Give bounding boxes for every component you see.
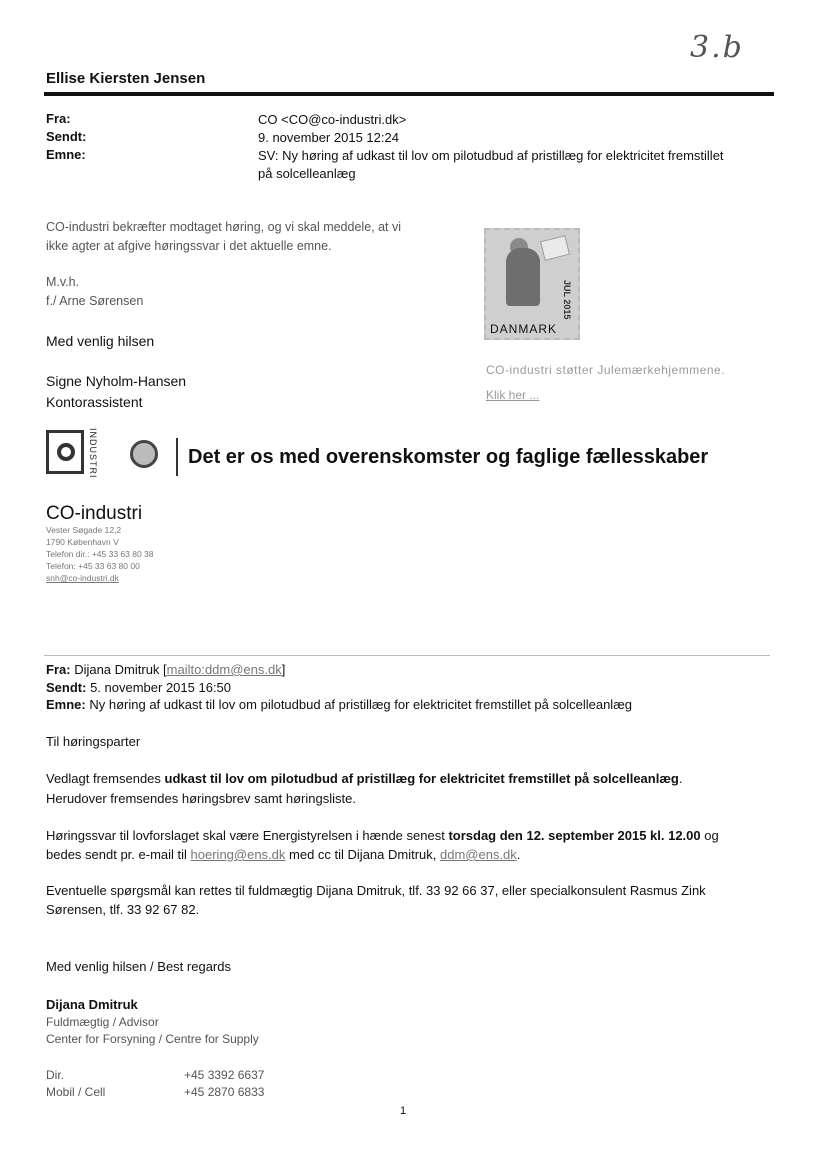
org-address-2: 1790 København V bbox=[46, 537, 119, 547]
org-phone: Telefon: +45 33 63 80 00 bbox=[46, 561, 140, 571]
p1-text-bold: udkast til lov om pilotudbud af pristillæg for elektricitet fremstillet på solcelleanlæg bbox=[164, 771, 679, 786]
cell-phone-value: +45 2870 6833 bbox=[184, 1085, 265, 1099]
reply-mvh: M.v.h. bbox=[46, 275, 80, 289]
slogan: Det er os med overenskomster og faglige fællesskaber bbox=[188, 446, 709, 468]
p1-text-c: . bbox=[678, 771, 683, 786]
subject-line-1: SV: Ny høring af udkast til lov om pilotudbud af pristillæg for elektricitet fremstillet bbox=[258, 148, 724, 163]
paragraph-1-line-2: Herudover fremsendes høringsbrev samt høringsliste. bbox=[46, 791, 356, 806]
sent-value: 9. november 2015 12:24 bbox=[258, 130, 399, 145]
orig-sent-label: Sendt: bbox=[46, 680, 87, 695]
stamp-country: DANMARK bbox=[490, 322, 558, 336]
reply-line-1: CO-industri bekræfter modtaget høring, og vi skal meddele, at vi bbox=[46, 220, 402, 234]
from-label: Fra: bbox=[46, 111, 71, 126]
co-industri-logo bbox=[46, 430, 84, 474]
signer-title: Kontorassistent bbox=[46, 394, 143, 410]
logo-separator bbox=[176, 438, 178, 476]
cell-phone-label: Mobil / Cell bbox=[46, 1085, 106, 1099]
org-phone-direct: Telefon dir.: +45 33 63 80 38 bbox=[46, 549, 154, 559]
sent-label: Sendt: bbox=[46, 129, 87, 144]
from-value: CO <CO@co-industri.dk> bbox=[258, 112, 407, 127]
logo-ring-icon bbox=[57, 443, 75, 461]
signer-name: Signe Nyholm-Hansen bbox=[46, 373, 187, 389]
orig-sent-value: 5. november 2015 16:50 bbox=[90, 680, 232, 695]
mailbox-owner-name: Ellise Kiersten Jensen bbox=[46, 70, 206, 87]
p2-line2-a: bedes sendt pr. e-mail til bbox=[46, 847, 191, 862]
stamp-caption: CO-industri støtter Julemærkehjemmene. bbox=[486, 363, 726, 377]
orig-from-row bbox=[46, 660, 285, 680]
orig-from-mail-link[interactable]: mailto:ddm@ens.dk bbox=[166, 662, 282, 677]
org-email-link[interactable]: snh@co-industri.dk bbox=[46, 573, 119, 583]
direct-phone-value: +45 3392 6637 bbox=[184, 1068, 265, 1082]
paragraph-2-line-1 bbox=[46, 826, 786, 846]
reply-fo: f./ Arne Sørensen bbox=[46, 294, 144, 308]
paragraph-3-line-1: Eventuelle spørgsmål kan rettes til fuldmægtig Dijana Dmitruk, tlf. 33 92 66 37, eller specialkonsulent Rasmus Zink bbox=[46, 883, 706, 898]
handwritten-annotation: 3.b bbox=[690, 30, 744, 65]
sender-department: Center for Forsyning / Centre for Supply bbox=[46, 1032, 259, 1046]
thread-separator bbox=[44, 655, 770, 656]
p2-text-a: Høringssvar til lovforslaget skal være Energistyrelsen i hænde senest bbox=[46, 828, 449, 843]
stamp-figure bbox=[506, 248, 540, 306]
salutation: Til høringsparter bbox=[46, 734, 141, 749]
stamp-letter-icon bbox=[540, 235, 570, 261]
orig-from-label: Fra: bbox=[46, 662, 71, 677]
orig-subject-label: Emne: bbox=[46, 697, 86, 712]
ddm-mail-link[interactable]: ddm@ens.dk bbox=[440, 847, 517, 862]
hoering-mail-link[interactable]: hoering@ens.dk bbox=[190, 847, 286, 862]
closing: Med venlig hilsen / Best regards bbox=[46, 959, 231, 974]
sender-title: Fuldmægtig / Advisor bbox=[46, 1015, 159, 1029]
paragraph-3-line-2: Sørensen, tlf. 33 92 67 82. bbox=[46, 902, 200, 917]
orig-from-name: Dijana Dmitruk [ bbox=[74, 662, 167, 677]
subject-label: Emne: bbox=[46, 147, 86, 162]
christmas-seal-stamp[interactable] bbox=[484, 228, 580, 340]
paragraph-1-line-1 bbox=[46, 769, 786, 789]
subject-line-2: på solcelleanlæg bbox=[258, 166, 356, 181]
orig-from-close: ] bbox=[281, 662, 286, 677]
direct-phone-label: Dir. bbox=[46, 1068, 64, 1082]
p2-line2-b: med cc til Dijana Dmitruk, bbox=[285, 847, 440, 862]
sender-name: Dijana Dmitruk bbox=[46, 997, 138, 1012]
reply-greeting: Med venlig hilsen bbox=[46, 333, 155, 349]
orig-subject-value: Ny høring af udkast til lov om pilotudbud af pristillæg for elektricitet fremstillet på solcelleanlæg bbox=[89, 697, 632, 712]
org-name: CO-industri bbox=[46, 503, 143, 524]
stamp-date: JUL 2015 bbox=[562, 280, 572, 320]
p2-line2-c: . bbox=[516, 847, 521, 862]
partner-logo-icon bbox=[130, 440, 158, 468]
logo-vertical-text: INDUSTRI bbox=[88, 428, 98, 479]
orig-subject-row bbox=[46, 695, 632, 715]
header-rule bbox=[44, 92, 774, 96]
reply-line-2: ikke agter at afgive høringssvar i det aktuelle emne. bbox=[46, 239, 332, 253]
p1-text-a: Vedlagt fremsendes bbox=[46, 771, 165, 786]
org-address-1: Vester Søgade 12,2 bbox=[46, 525, 122, 535]
stamp-link[interactable]: Klik her ... bbox=[486, 388, 540, 402]
page-number: 1 bbox=[400, 1105, 407, 1117]
paragraph-2-line-2 bbox=[46, 845, 786, 865]
p2-text-c: og bbox=[700, 828, 719, 843]
p2-deadline: torsdag den 12. september 2015 kl. 12.00 bbox=[448, 828, 701, 843]
